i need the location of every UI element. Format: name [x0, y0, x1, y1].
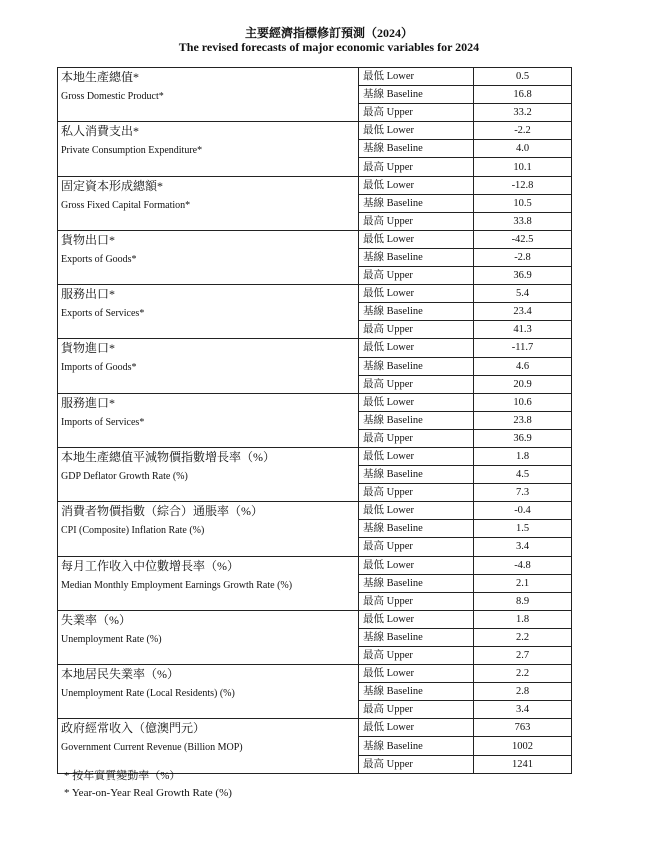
variable-cell [58, 610, 359, 664]
scenario-label: 基線 Baseline [359, 411, 474, 429]
variable-name-zh: 服務出口* [61, 287, 116, 302]
forecast-value: 5.4 [474, 285, 572, 303]
variable-name-en: Private Consumption Expenditure* [61, 145, 203, 157]
table-row [58, 230, 572, 248]
variable-name-en: Government Current Revenue (Billion MOP) [61, 742, 243, 754]
table-row [58, 610, 572, 628]
forecast-value: 7.3 [474, 484, 572, 502]
table-row [58, 339, 572, 357]
forecast-value: 1.5 [474, 520, 572, 538]
scenario-label: 基線 Baseline [359, 683, 474, 701]
variable-name-en: CPI (Composite) Inflation Rate (%) [61, 525, 205, 537]
forecast-value: 2.2 [474, 628, 572, 646]
variable-name-zh: 私人消費支出* [61, 124, 140, 139]
scenario-label: 最高 Upper [359, 755, 474, 773]
scenario-label: 最高 Upper [359, 158, 474, 176]
scenario-label: 基線 Baseline [359, 737, 474, 755]
scenario-label: 基線 Baseline [359, 303, 474, 321]
variable-cell [58, 285, 359, 339]
table-row [58, 502, 572, 520]
forecast-value: 2.8 [474, 683, 572, 701]
scenario-label: 最低 Lower [359, 230, 474, 248]
scenario-label: 最高 Upper [359, 647, 474, 665]
table-row [58, 122, 572, 140]
variable-name-en: Exports of Services* [61, 308, 145, 320]
table-row [58, 176, 572, 194]
scenario-label: 最低 Lower [359, 447, 474, 465]
variable-name-zh: 失業率（%） [61, 612, 131, 627]
variable-name-en: Gross Fixed Capital Formation* [61, 199, 191, 211]
scenario-label: 最低 Lower [359, 665, 474, 683]
variable-name-en: Gross Domestic Product* [61, 91, 164, 102]
table-row [58, 68, 572, 86]
forecast-value: 36.9 [474, 267, 572, 285]
variable-cell [58, 556, 359, 610]
table-row [58, 719, 572, 737]
table-row [58, 556, 572, 574]
scenario-label: 最高 Upper [359, 267, 474, 285]
forecast-value: 763 [474, 719, 572, 737]
forecast-value: 4.5 [474, 466, 572, 484]
scenario-label: 最低 Lower [359, 339, 474, 357]
variable-name-zh: 政府經常收入（億澳門元） [61, 721, 206, 736]
variable-name-zh: 每月工作收入中位數增長率（%） [61, 558, 239, 573]
page-title-en: The revised forecasts of major economic variables for 2024 [178, 40, 480, 54]
scenario-label: 基線 Baseline [359, 248, 474, 266]
forecast-value: -11.7 [474, 339, 572, 357]
forecast-value: 20.9 [474, 375, 572, 393]
scenario-label: 基線 Baseline [359, 140, 474, 158]
forecast-value: -12.8 [474, 176, 572, 194]
forecast-value: 16.8 [474, 86, 572, 104]
scenario-label: 最高 Upper [359, 375, 474, 393]
page-title-zh: 主要經濟指標修訂預測（2024） [244, 26, 413, 40]
scenario-label: 基線 Baseline [359, 194, 474, 212]
table-row [58, 285, 572, 303]
forecast-value: -2.2 [474, 122, 572, 140]
scenario-label: 最低 Lower [359, 719, 474, 737]
forecast-value: 23.8 [474, 411, 572, 429]
forecast-value: -0.4 [474, 502, 572, 520]
scenario-label: 最低 Lower [359, 176, 474, 194]
variable-name-zh: 消費者物價指數（綜合）通脹率（%） [61, 504, 263, 519]
scenario-label: 最低 Lower [359, 610, 474, 628]
table-row [58, 393, 572, 411]
variable-cell [58, 176, 359, 230]
footnote-zh: * 按年實質變動率（%） [64, 770, 181, 782]
table-row [58, 665, 572, 683]
table-row [58, 447, 572, 465]
variable-cell [58, 665, 359, 719]
variable-name-zh: 貨物進口* [61, 341, 116, 356]
forecast-value: -4.8 [474, 556, 572, 574]
variable-cell [58, 393, 359, 447]
variable-name-en: Exports of Goods* [61, 253, 137, 265]
variable-name-en: Imports of Goods* [61, 362, 137, 374]
variable-name-zh: 本地生產總值* [61, 70, 140, 84]
variable-cell [58, 447, 359, 501]
forecast-value: -2.8 [474, 248, 572, 266]
scenario-label: 最高 Upper [359, 429, 474, 447]
variable-name-zh: 服務進口* [61, 395, 116, 410]
variable-cell [58, 122, 359, 176]
forecast-value: 2.7 [474, 647, 572, 665]
forecast-value: 41.3 [474, 321, 572, 339]
forecast-value: 2.2 [474, 665, 572, 683]
scenario-label: 最低 Lower [359, 393, 474, 411]
variable-name-zh: 本地生產總值平減物價指數增長率（%） [61, 449, 275, 464]
variable-name-zh: 貨物出口* [61, 232, 116, 247]
forecast-value: 10.1 [474, 158, 572, 176]
forecast-table-body [58, 68, 572, 774]
scenario-label: 最高 Upper [359, 484, 474, 502]
forecast-value: 10.5 [474, 194, 572, 212]
scenario-label: 基線 Baseline [359, 466, 474, 484]
scenario-label: 最高 Upper [359, 321, 474, 339]
scenario-label: 最低 Lower [359, 285, 474, 303]
forecast-table [57, 67, 572, 774]
scenario-label: 最低 Lower [359, 502, 474, 520]
forecast-value: 3.4 [474, 538, 572, 556]
scenario-label: 最高 Upper [359, 701, 474, 719]
footnotes [64, 768, 232, 802]
forecast-value: 2.1 [474, 574, 572, 592]
scenario-label: 基線 Baseline [359, 357, 474, 375]
forecast-value: 3.4 [474, 701, 572, 719]
forecast-value: 33.2 [474, 104, 572, 122]
forecast-value: 36.9 [474, 429, 572, 447]
scenario-label: 最低 Lower [359, 122, 474, 140]
forecast-value: 1.8 [474, 610, 572, 628]
scenario-label: 基線 Baseline [359, 520, 474, 538]
variable-cell [58, 339, 359, 393]
forecast-value: 1241 [474, 755, 572, 773]
forecast-value: 4.6 [474, 357, 572, 375]
forecast-value: 1002 [474, 737, 572, 755]
variable-cell [58, 68, 359, 122]
variable-name-en: Imports of Services* [61, 416, 145, 428]
forecast-value: 0.5 [474, 68, 572, 86]
forecast-value: 10.6 [474, 393, 572, 411]
forecast-value: 8.9 [474, 592, 572, 610]
variable-cell [58, 502, 359, 556]
forecast-value: -42.5 [474, 230, 572, 248]
variable-name-en: GDP Deflator Growth Rate (%) [61, 470, 188, 482]
forecast-value: 1.8 [474, 447, 572, 465]
scenario-label: 最高 Upper [359, 592, 474, 610]
scenario-label: 最高 Upper [359, 104, 474, 122]
scenario-label: 最高 Upper [359, 212, 474, 230]
variable-name-en: Unemployment Rate (%) [61, 633, 162, 645]
variable-cell [58, 719, 359, 773]
scenario-label: 最低 Lower [359, 556, 474, 574]
variable-cell [58, 230, 359, 284]
scenario-label: 基線 Baseline [359, 86, 474, 104]
scenario-label: 最高 Upper [359, 538, 474, 556]
variable-name-en: Median Monthly Employment Earnings Growth Rate (%) [61, 579, 293, 591]
scenario-label: 最低 Lower [359, 68, 474, 86]
variable-name-en: Unemployment Rate (Local Residents) (%) [61, 688, 235, 700]
scenario-label: 基線 Baseline [359, 574, 474, 592]
variable-name-zh: 本地居民失業率（%） [61, 667, 179, 682]
forecast-value: 33.8 [474, 212, 572, 230]
forecast-value: 23.4 [474, 303, 572, 321]
variable-name-zh: 固定資本形成總額* [61, 178, 164, 193]
footnote-en: * Year-on-Year Real Growth Rate (%) [64, 787, 232, 799]
forecast-value: 4.0 [474, 140, 572, 158]
scenario-label: 基線 Baseline [359, 628, 474, 646]
